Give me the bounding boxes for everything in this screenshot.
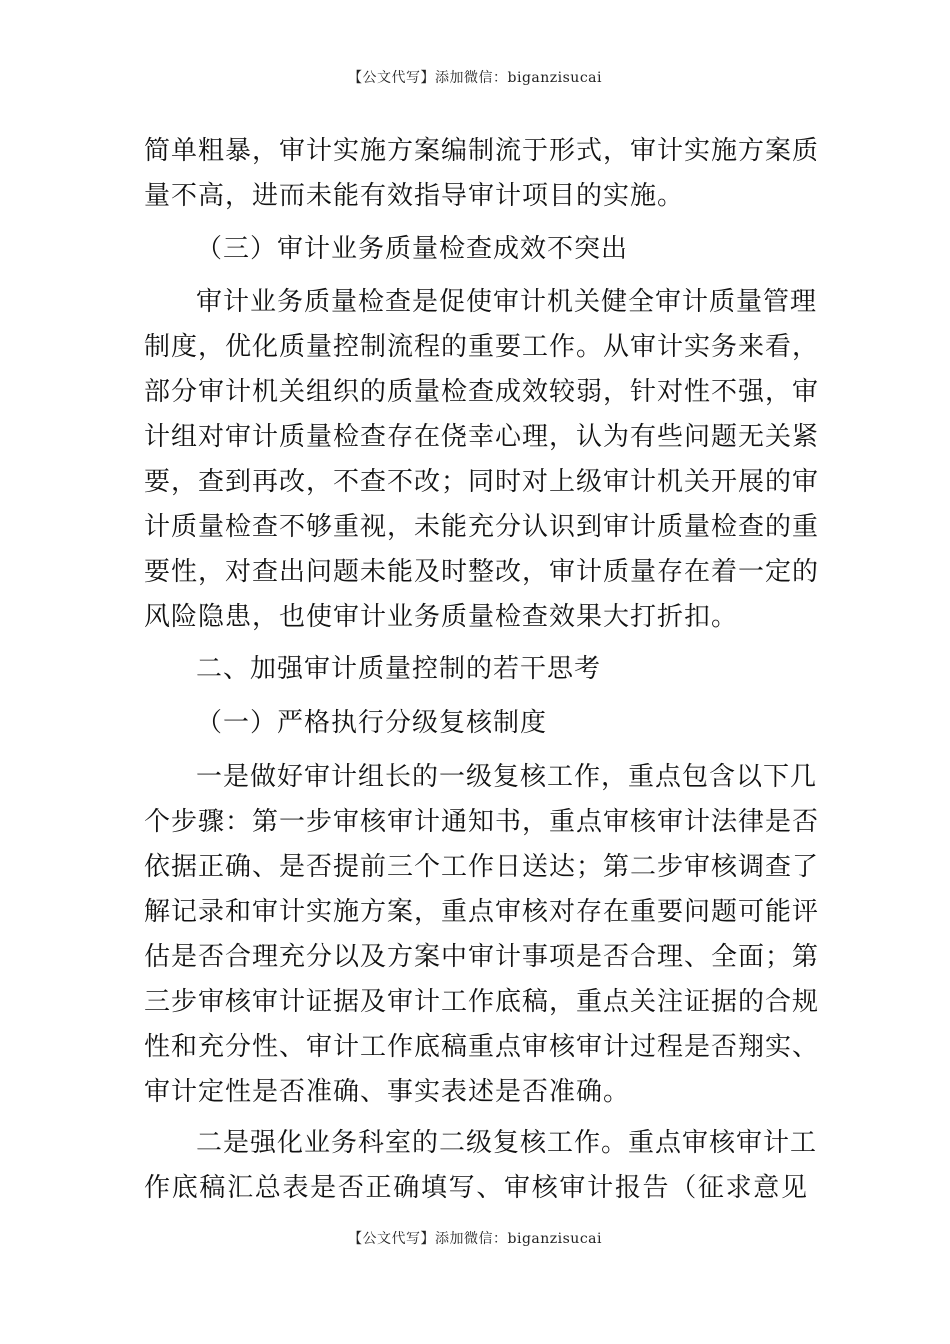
text-line: 二是强化业务科室的二级复核工作。重点审核审计工	[196, 1128, 818, 1158]
text-line: 作底稿汇总表是否正确填写、审核审计报告（征求意见	[144, 1173, 808, 1203]
text-line: 量不高，进而未能有效指导审计项目的实施。	[144, 181, 685, 211]
text-line: 审计定性是否准确、事实表述是否准确。	[144, 1077, 631, 1107]
text-line: 简单粗暴，审计实施方案编制流于形式，审计实施方案质	[144, 136, 820, 166]
text-line: 性和充分性、审计工作底稿重点审核审计过程是否翔实、	[144, 1032, 820, 1062]
text-line: 估是否合理充分以及方案中审计事项是否合理、全面；第	[144, 942, 820, 972]
text-line: 审计业务质量检查是促使审计机关健全审计质量管理	[196, 287, 818, 317]
text-line: 依据正确、是否提前三个工作日送达；第二步审核调查了	[144, 852, 820, 882]
paragraph-second-level-review	[144, 1121, 818, 1211]
section-heading-2	[144, 647, 808, 692]
text-line: 计组对审计质量检查存在侥幸心理，认为有些问题无关紧	[144, 422, 820, 452]
text-line: 计质量检查不够重视，未能充分认识到审计质量检查的重	[144, 512, 820, 542]
text-line: 三步审核审计证据及审计工作底稿，重点关注证据的合规	[144, 987, 820, 1017]
text-line: 要性，对查出问题未能及时整改，审计质量存在着一定的	[144, 557, 820, 587]
text-line: 要，查到再改，不查不改；同时对上级审计机关开展的审	[144, 467, 820, 497]
heading-text: （三）审计业务质量检查成效不突出	[196, 234, 629, 264]
paragraph-continuation	[144, 129, 820, 219]
paragraph-first-level-review	[144, 755, 820, 1115]
text-line: 解记录和审计实施方案，重点审核对存在重要问题可能评	[144, 897, 820, 927]
page-footer-watermark: 【公文代写】添加微信：biganzisucai	[348, 1231, 602, 1247]
text-line: 一是做好审计组长的一级复核工作，重点包含以下几	[196, 762, 818, 792]
text-line: 制度，优化质量控制流程的重要工作。从审计实务来看，	[144, 332, 820, 362]
paragraph-quality-check	[144, 280, 820, 640]
section-heading-1	[144, 701, 808, 746]
heading-text: （一）严格执行分级复核制度	[196, 708, 548, 738]
section-heading-3	[144, 227, 808, 272]
text-line: 风险隐患，也使审计业务质量检查效果大打折扣。	[144, 602, 739, 632]
text-line: 部分审计机关组织的质量检查成效较弱，针对性不强，审	[144, 377, 820, 407]
page-header-watermark: 【公文代写】添加微信：biganzisucai	[348, 70, 602, 86]
text-line: 个步骤：第一步审核审计通知书，重点审核审计法律是否	[144, 807, 820, 837]
heading-text: 二、加强审计质量控制的若干思考	[196, 654, 602, 684]
